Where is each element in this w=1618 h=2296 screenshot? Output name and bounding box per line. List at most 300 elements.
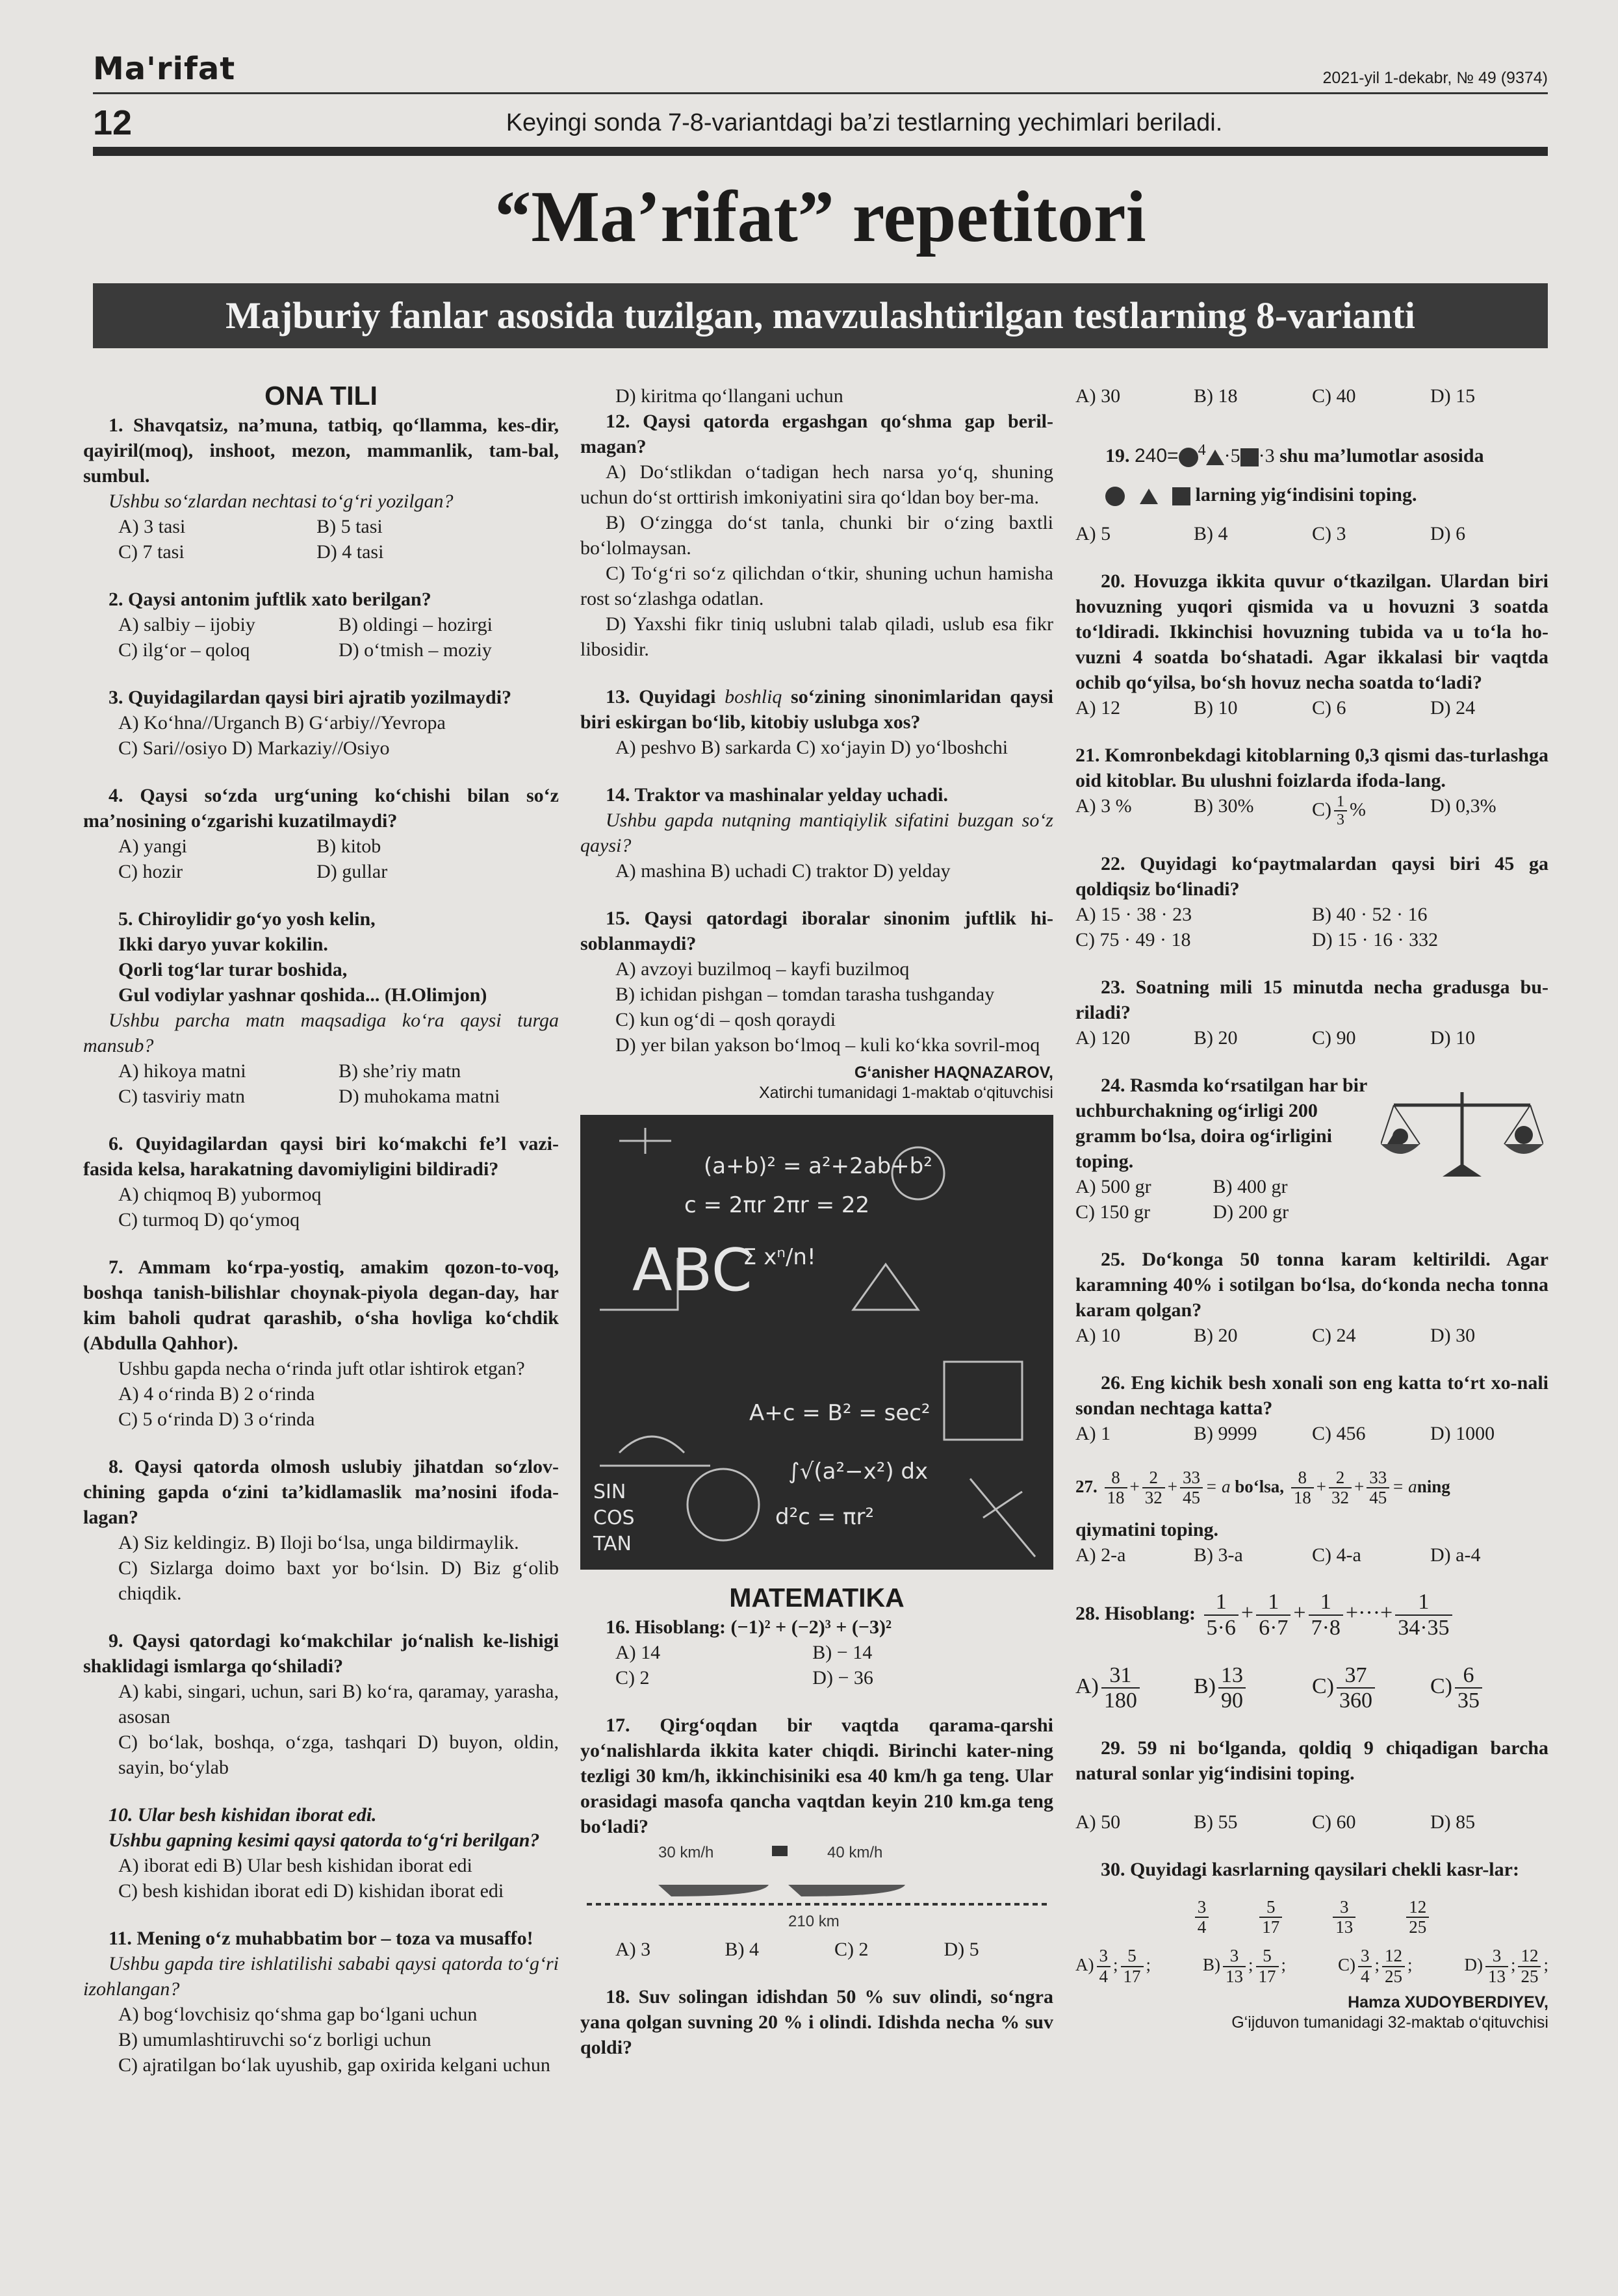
option-letter: C) (1430, 1674, 1452, 1699)
author-school: Xatirchi tumanidagi 1-maktab o‘qituvchisi (759, 1084, 1053, 1102)
denominator: 32 (1144, 1488, 1162, 1508)
ellipsis: +···+ (1345, 1601, 1393, 1626)
denominator: 45 (1369, 1488, 1387, 1508)
options-ab: A) Siz keldingiz. B) Iloji bo‘lsa, unga bildirmaylik. (118, 1532, 519, 1553)
option-a: A) 1 (1075, 1422, 1111, 1444)
option-d: D) 6 (1430, 523, 1466, 544)
question-15 (580, 906, 1053, 1058)
question-5 (83, 906, 559, 1109)
question-text: 29. 59 ni bo‘lganda, qoldiq 9 chiqadigan barcha natural sonlar yig‘indisini toping. (1075, 1737, 1548, 1784)
equals-a: = a (1392, 1476, 1417, 1496)
option-b: B) 4 (725, 1939, 759, 1960)
question-1 (83, 413, 559, 565)
denominator: 18 (1293, 1488, 1311, 1508)
question-22 (1075, 851, 1548, 952)
denominator: 25 (1409, 1917, 1427, 1937)
numerator: 8 (1291, 1468, 1314, 1489)
denominator: 5·6 (1206, 1615, 1236, 1640)
option-row (1075, 1946, 1548, 1986)
question-text: 11. Mening o‘z muhabbatim bor – toza va musaffo! (109, 1928, 533, 1949)
option-letter: B) (1194, 1674, 1216, 1699)
question-text: 30. Quyidagi kasrlarning qaysilari chekli kasr-lar: (1101, 1858, 1519, 1880)
question-text: shu ma’lumotlar asosida (1279, 445, 1484, 466)
option-row (580, 1640, 1053, 1665)
option-row (1075, 521, 1548, 546)
question-19 (1075, 431, 1548, 546)
distance-label: 210 km (788, 1913, 840, 1930)
option-d: D) 85 (1430, 1811, 1476, 1833)
question-text: 3. Quyidagilardan qaysi biri ajratib yozilmaydi? (109, 687, 512, 708)
denominator: 7·8 (1311, 1615, 1341, 1640)
numerator: 3 (1195, 1898, 1209, 1919)
question-instruction: Ushbu gapda tire ishlatilishi sababi qaysi qatorda to‘g‘ri izohlangan? (83, 1953, 559, 2000)
author-school: G‘ijduvon tumanidagi 32-maktab o‘qituvchisi (1231, 2013, 1548, 2032)
option-d: D) o‘tmish – moziy (339, 639, 492, 661)
denominator: 180 (1103, 1689, 1137, 1713)
poem-line: Ikki daryo yuvar kokilin. (118, 934, 328, 955)
option-c: C) ajratilgan bo‘lak uyushib, gap oxirida kelgani uchun (118, 2054, 550, 2076)
denominator: 3 (1337, 811, 1344, 829)
question-instruction: Ushbu gapning kesimi qaysi qatorda to‘g‘ri berilgan? (109, 1830, 540, 1851)
boat-icon-left (658, 1885, 769, 1896)
option-row (1075, 1199, 1381, 1225)
option-row (1075, 1809, 1548, 1835)
option-b: B) 400 gr (1213, 1175, 1288, 1197)
denominator: 90 (1221, 1689, 1243, 1713)
option-row (1075, 1174, 1381, 1199)
denominator: 35 (1457, 1689, 1480, 1713)
question-text: 23. Soatning mili 15 minutda necha gradusga bu-riladi? (1075, 976, 1548, 1023)
option-b: B) 5 tasi (316, 516, 383, 537)
issue-date: 2021-yil 1-dekabr, № 49 (9374) (1322, 69, 1548, 87)
question-text: 1. Shavqatsiz, na’muna, tatbiq, qo‘llamma, kes-dir, qayiril(moq), inshoot, mezon, mammanlik, tam-bal, sumbul. (83, 415, 559, 487)
options: A) peshvo B) sarkarda C) xo‘jayin D) yo‘lboshchi (615, 737, 1008, 758)
denominator: 34·35 (1398, 1615, 1450, 1640)
option-a: A) 120 (1075, 1027, 1131, 1049)
question-text: 22. Quyidagi ko‘paytmalardan qaysi biri 45 ga qoldiqsiz bo‘linadi? (1075, 852, 1548, 900)
question-7 (83, 1255, 559, 1432)
option-d: D) − 36 (812, 1667, 873, 1689)
question-2 (83, 587, 559, 663)
boat-icon-right (788, 1885, 905, 1896)
option-row (1075, 1323, 1548, 1348)
option-c: C) 3 (1312, 523, 1346, 544)
board-formula: A+c = B² = sec² (749, 1400, 931, 1426)
option-b: B) ichidan pishgan – tomdan tarasha tushganday (615, 984, 995, 1005)
options-ab: A) kabi, singari, uchun, sari B) ko‘ra, qaramay, yarasha, asosan (118, 1681, 559, 1728)
options-ab: A) iborat edi B) Ular besh kishidan iborat edi (118, 1855, 472, 1876)
circle-icon (1179, 448, 1198, 467)
numerator: 1 (1395, 1590, 1452, 1615)
denominator: 17 (1262, 1917, 1280, 1937)
options-cd: C) turmoq D) qo‘ymoq (118, 1209, 300, 1231)
option-b: B) 3-a (1194, 1544, 1243, 1566)
square-icon (1240, 448, 1259, 466)
numerator: 6 (1455, 1663, 1482, 1689)
question-text: 14. Traktor va mashinalar yelday uchadi. (606, 784, 949, 806)
question-text: 18. Suv solingan idishdan 50 % suv olindi, so‘ngra yana qolgan suvning 20 % i olindi. Idishda necha % suv qoldi? (580, 1986, 1053, 2058)
masthead-logo: Ma'rifat (93, 51, 236, 87)
option-row (1075, 793, 1548, 829)
question-17 (580, 1713, 1053, 1962)
board-integral: ∫√(a²−x²) dx (788, 1459, 929, 1485)
option-a: A) 3 tasi (118, 516, 186, 537)
option-c: C) 6 (1312, 697, 1346, 719)
option-c: C) 7 tasi (118, 541, 185, 563)
option-d: D) 200 gr (1213, 1201, 1289, 1223)
boats-diagram (580, 1839, 1053, 1930)
question-25 (1075, 1247, 1548, 1348)
option-b: B) 10 (1194, 697, 1238, 719)
poem-line: Gul vodiylar yashnar qoshida... (H.Olimjon) (118, 984, 487, 1006)
question-26 (1075, 1370, 1548, 1446)
numerator: 12 (1406, 1898, 1429, 1919)
option-c: C) 2 (834, 1939, 869, 1960)
question-14 (580, 782, 1053, 884)
question-text: 20. Hovuzga ikkita quvur o‘tkazilgan. Ulardan biri hovuzning yuqori qismida va u hovuzni 3 soatda to‘ldiradi. Ikkinchisi hovuzning tubida va u to‘la ho-vuzni 4 soatda bo‘shatadi. Agar ikkalasi bir vaqtda ochib qo‘yilsa, bo‘sh hovuz necha soatda to‘ladi? (1075, 570, 1548, 693)
option-b: B) 4 (1194, 523, 1228, 544)
option-a: A) 5 (1075, 523, 1111, 544)
board-formula: d²c = πr² (775, 1504, 875, 1530)
question-11 (83, 1926, 559, 2078)
denominator: 18 (1107, 1488, 1125, 1508)
option-d: D) yer bilan yakson bo‘lmoq – kuli ko‘kka sovril-moq (615, 1034, 1040, 1056)
question-4 (83, 783, 559, 884)
question-instruction: Ushbu gapda necha o‘rinda juft otlar ishtirok etgan? (118, 1358, 525, 1379)
option-d: D) a-4 (1430, 1544, 1481, 1566)
option-b: B) 9999 (1194, 1422, 1257, 1444)
option-c: C) 150 gr (1075, 1201, 1150, 1223)
numerator: 37 (1337, 1663, 1375, 1689)
option-a: A) 3 (615, 1939, 651, 1960)
board-trig: COS (593, 1507, 635, 1529)
option-c: C) $\frac{3}{4}$ ; $\frac{12}{25}$ ; (1337, 1946, 1413, 1986)
question-8 (83, 1454, 559, 1606)
options-ab: A) Ko‘hna//Urganch B) G‘arbiy//Yevropa (118, 712, 446, 733)
option-c: C) 2 (615, 1667, 650, 1689)
option-a: A) 50 (1075, 1811, 1121, 1833)
option-d: D) gullar (316, 861, 388, 882)
option-row (1075, 1663, 1548, 1713)
option-b: B) she’riy matn (339, 1060, 461, 1082)
option-c: C) 4-a (1312, 1544, 1361, 1566)
option-d: D) kiritma qo‘llangani uchun (615, 385, 843, 407)
option-d: D) 24 (1430, 697, 1476, 719)
author-name: G‘anisher HAQNAZAROV, (854, 1064, 1053, 1082)
column-1 (83, 383, 559, 2100)
numerator: 1 (1309, 1590, 1343, 1615)
option-letter: A) (1075, 1674, 1099, 1699)
denominator: 13 (1335, 1917, 1354, 1937)
option-a: A) Do‘stlikdan o‘tadigan hech narsa yo‘q, shuning uchun do‘st orttirish imkoniyatini sira qo‘ldan boy ber-ma. (580, 461, 1053, 508)
factor: ·3 (1258, 445, 1275, 466)
poem-line: Qorli tog‘lar turar boshida, (118, 959, 348, 980)
question-text: 15. Qaysi qatordagi iboralar sinonim juftlik hi-soblanmaydi? (580, 908, 1053, 954)
option-a: A) 15 · 38 · 23 (1075, 903, 1192, 925)
question-number: 19. (1105, 445, 1130, 466)
option-b: B) kitob (316, 835, 381, 857)
author-name: Hamza XUDOYBERDIYEV, (1348, 1993, 1548, 2012)
numerator: 3 (1333, 1898, 1355, 1919)
option-a: A) yangi (118, 835, 187, 857)
question-3 (83, 685, 559, 761)
denominator: 4 (1197, 1917, 1207, 1937)
question-text: 28. Hisoblang: (1075, 1603, 1196, 1625)
option-a: A) 10 (1075, 1324, 1121, 1346)
option-b: B) 18 (1194, 385, 1238, 407)
option-b: B) − 14 (812, 1642, 873, 1663)
option-row (83, 637, 559, 663)
header-thick-rule (93, 147, 1548, 156)
question-text: 12. Qaysi qatorda ergashgan qo‘shma gap beril-magan? (580, 411, 1053, 457)
question-instruction: Ushbu so‘zlardan nechtasi to‘g‘ri yozilgan? (109, 491, 454, 512)
equals-a: = a (1205, 1476, 1231, 1496)
option-b: B) 55 (1194, 1811, 1238, 1833)
denominator: 45 (1182, 1488, 1200, 1508)
numerator: 8 (1105, 1468, 1127, 1489)
question-text: 9. Qaysi qatordagi ko‘makchilar jo‘nalish ke-lishigi shaklidagi ismlarga qo‘shiladi? (83, 1630, 559, 1677)
question-text: so‘zining sinonimlaridan qaysi biri eskirgan bo‘lib, kitobiy uslubga xos? (580, 686, 1054, 733)
option-b: B) 20 (1194, 1324, 1238, 1346)
question-28: 28. Hisoblang: $\frac{1}{5\cdot 6}$ + $\frac{1}{6\cdot 7}$ + $\frac{1}{7\cdot 8}$ +···+ $\frac{1}{34\cdot 35}$ A) $\frac{31}{180}$ B) $\frac{13}{90}$ C) $\frac{37}{360}$ C) $\frac{6}{35}$ (1075, 1590, 1548, 1713)
option-d: D) 30 (1430, 1324, 1476, 1346)
option-a: A) 2-a (1075, 1544, 1126, 1566)
option-row (580, 1937, 1053, 1962)
option-c (1312, 1663, 1430, 1713)
options-cd: C) Sizlarga doimo baxt yor bo‘lsin. D) Biz g‘olib chiqdik. (118, 1557, 559, 1604)
option-d: D) 1000 (1430, 1422, 1495, 1444)
question-text: 8. Qaysi qatorda olmosh uslubiy jihatdan so‘zlov-chining gapda o‘zini ta’kidlamaslik ma’nosini ifoda-lagan? (83, 1456, 559, 1528)
balance-scale-icon (1381, 1073, 1543, 1190)
circle-icon (1105, 487, 1125, 506)
option-d: D) 15 (1430, 385, 1476, 407)
question-number: 27. (1075, 1476, 1098, 1496)
option-b: B) oldingi – hozirgi (339, 614, 493, 635)
option-row (580, 1665, 1053, 1690)
options-ab: A) chiqmoq B) yubormoq (118, 1184, 322, 1205)
question-6 (83, 1131, 559, 1232)
question-instruction: Ushbu parcha matn maqsadiga ko‘ra qaysi turga mansub? (83, 1010, 559, 1056)
question-12 (580, 409, 1053, 662)
variant-banner: Majburiy fanlar asosida tuzilgan, mavzulashtirilgan testlarning 8-varianti (93, 283, 1548, 348)
options-cd: C) besh kishidan iborat edi D) kishidan iborat edi (118, 1880, 504, 1902)
option-c: C) 90 (1312, 1027, 1356, 1049)
question-16 (580, 1614, 1053, 1690)
fraction-list (1075, 1898, 1548, 1937)
option-a: A) 12 (1075, 697, 1121, 719)
question-text: 10. Ular besh kishidan iborat edi. (109, 1804, 377, 1826)
option-c: C) hozir (118, 861, 183, 882)
exponent: 4 (1198, 442, 1206, 459)
triangle-icon (1206, 450, 1224, 465)
question-30 (1075, 1857, 1548, 1987)
option-row (83, 834, 559, 859)
triangle-icon (1140, 489, 1158, 504)
option-a: A) 3 % (1075, 795, 1132, 817)
question-18-options (1075, 383, 1548, 409)
header-rule (93, 92, 1548, 94)
question-text: 16. Hisoblang: (−1)² + (−2)³ + (−3)² (606, 1616, 892, 1638)
option-c: C) kun og‘di – qosh qoraydi (615, 1009, 836, 1030)
numerator: 5 (1259, 1898, 1282, 1919)
option-a: A) salbiy – ijobiy (118, 614, 255, 635)
page-title: “Ma’rifat” repetitori (494, 177, 1146, 257)
factor: ·5 (1224, 445, 1240, 466)
denominator: 360 (1339, 1689, 1372, 1713)
options-cd: C) 5 o‘rinda D) 3 o‘rinda (118, 1409, 315, 1430)
question-text: 26. Eng kichik besh xonali son eng katta to‘rt xo-nali sondan nechtaga katta? (1075, 1371, 1548, 1419)
option-c: C) 456 (1312, 1422, 1366, 1444)
option-b: B) 20 (1194, 1027, 1238, 1049)
question-text: 6. Quyidagilardan qaysi biri ko‘makchi fe’l vazi-fasida kelsa, harakatning davomiyligini bildiradi? (83, 1133, 559, 1180)
speed-label-2: 40 km/h (827, 1844, 883, 1861)
option-a (1075, 1663, 1194, 1713)
option-a: A) 14 (615, 1642, 661, 1663)
denominator: 32 (1331, 1488, 1349, 1508)
keyword: boshliq (725, 686, 782, 708)
speed-label-1: 30 km/h (658, 1844, 714, 1861)
question-18 (580, 1984, 1053, 2060)
question-9 (83, 1628, 559, 1780)
question-text: larning yig‘indisini toping. (1195, 484, 1417, 505)
question-text: ning (1417, 1476, 1450, 1496)
section-heading-matematika: MATEMATIKA (729, 1583, 905, 1613)
option-a: A) 500 gr (1075, 1175, 1151, 1197)
option-row (83, 612, 559, 637)
option-c: C) 24 (1312, 1324, 1356, 1346)
page-number: 12 (93, 103, 133, 142)
option-d: D) 4 tasi (316, 541, 384, 563)
option-a: A) bog‘lovchisiz qo‘shma gap bo‘lgani uchun (118, 2004, 478, 2025)
option-letter: C) (1312, 798, 1331, 821)
option-a: A) $\frac{3}{4}$ ; $\frac{5}{17}$ ; (1075, 1946, 1151, 1986)
board-formula: Σ xⁿ/n! (743, 1244, 816, 1270)
option-c: C) 60 (1312, 1811, 1356, 1833)
next-issue-notice: Keyingi sonda 7-8-variantdagi ba’zi testlarning yechimlari beriladi. (506, 109, 1223, 136)
option-row (1075, 1542, 1548, 1568)
board-abc: ABC (632, 1236, 752, 1305)
option-c: C) tasviriy matn (118, 1086, 245, 1107)
numerator: 31 (1101, 1663, 1140, 1689)
numerator: 33 (1180, 1468, 1203, 1489)
options: A) mashina B) uchadi C) traktor D) yelday (615, 860, 951, 882)
option-row (83, 514, 559, 539)
option-d: D) 0,3% (1430, 795, 1496, 817)
option-b (1194, 1663, 1312, 1713)
option-c: C) To‘g‘ri so‘z qilichdan o‘tkir, shuning uchun hamisha rost so‘zlashga odatlan. (580, 563, 1053, 609)
options-ab: A) 4 o‘rinda B) 2 o‘rinda (118, 1383, 315, 1405)
flag-icon (772, 1846, 788, 1856)
option-d: D) 10 (1430, 1027, 1476, 1049)
square-icon (1172, 487, 1190, 505)
options-cd: C) Sari//osiyo D) Markaziy//Osiyo (118, 737, 390, 759)
numerator: 33 (1367, 1468, 1389, 1489)
option-row (83, 1058, 559, 1084)
option-letter: C) (1312, 1674, 1334, 1699)
numerator: 1 (1256, 1590, 1291, 1615)
question-text: 7. Ammam ko‘rpa-yostiq, amakim qozon-to-voq, boshqa tanish-bilishlar choynak-piyola degan-day, har kim baholi qudrat qarashib, o‘sha hovliga ko‘chdik (Abdulla Qahhor). (83, 1256, 559, 1354)
option-d: D) 5 (944, 1939, 979, 1960)
board-trig: SIN (593, 1481, 626, 1503)
board-formula: c = 2πr 2πr = 22 (684, 1192, 870, 1218)
question-29 (1075, 1735, 1548, 1835)
question-instruction: Ushbu gapda nutqning mantiqiylik sifatini buzgan so‘z qaysi? (580, 810, 1053, 856)
option-c (1312, 793, 1430, 829)
question-13 (580, 684, 1053, 760)
question-text: 4. Qaysi so‘zda urg‘uning ko‘chishi bilan so‘z ma’nosining o‘zgarishi kuzatilmaydi? (83, 785, 559, 832)
poem-line: 5. Chiroylidir go‘yo yosh kelin, (118, 908, 376, 930)
options-cd: C) bo‘lak, boshqa, o‘zga, tashqari D) buyon, oldin, sayin, bo‘ylab (118, 1731, 559, 1778)
option-row (1075, 902, 1548, 927)
question-text: 21. Komronbekdagi kitoblarning 0,3 qismi das-turlashga oid kitoblar. Bu ulushni foizlarda ifoda-lang. (1075, 745, 1548, 791)
question-text: qiymatini toping. (1075, 1519, 1219, 1541)
option-d: D) $\frac{3}{13}$ ; $\frac{12}{25}$ ; (1464, 1946, 1548, 1986)
option-row (1075, 1025, 1548, 1051)
option-d (1430, 1663, 1548, 1713)
option-row (83, 539, 559, 565)
option-row (1075, 383, 1548, 409)
column-2 (580, 383, 1053, 2082)
option-b: B) umumlashtiruvchi so‘z borligi uchun (118, 2029, 431, 2050)
equation-lhs: 240= (1135, 445, 1179, 466)
option-b: B) 40 · 52 · 16 (1312, 903, 1428, 925)
question-21 (1075, 743, 1548, 829)
option-d: D) 15 · 16 · 332 (1312, 928, 1439, 950)
question-text: 17. Qirg‘oqdan bir vaqtda qarama-qarshi yo‘nalishlarda ikkita kater chiqdi. Birinchi kater-ning tezligi 30 km/h, ikkinchisiniki esa 40 km/h ga teng. Ular orasidagi masofa qancha vaqtdan keyin 210 km.ga teng bo‘ladi? (580, 1715, 1053, 1837)
question-text: 2. Qaysi antonim juftlik xato berilgan? (109, 589, 431, 610)
question-11-continued (580, 383, 1053, 409)
question-23 (1075, 975, 1548, 1051)
option-c: C) 75 · 49 · 18 (1075, 928, 1191, 950)
section-heading-ona-tili: ONA TILI (264, 381, 378, 411)
option-d: D) Yaxshi fikr tiniq uslubni talab qiladi, uslub esa fikr libosidir. (580, 613, 1053, 660)
numerator: 13 (1218, 1663, 1246, 1689)
question-text: 24. Rasmda ko‘rsatilgan har bir uchburchakning og‘irligi 200 gramm bo‘lsa, doira og‘irligini toping. (1075, 1074, 1367, 1172)
option-a: A) 30 (1075, 385, 1121, 407)
column-3 (1075, 383, 1548, 2033)
question-24 (1075, 1073, 1548, 1225)
question-text: 25. Do‘konga 50 tonna karam keltirildi. Agar karamning 40% i sotilgan bo‘lsa, do‘konda necha tonna karam qolgan? (1075, 1248, 1548, 1321)
numerator: 2 (1142, 1468, 1165, 1489)
question-text: 13. Quyidagi (606, 686, 725, 708)
option-b: B) $\frac{3}{13}$ ; $\frac{5}{17}$ ; (1202, 1946, 1287, 1986)
option-row (1075, 695, 1548, 721)
board-trig: TAN (593, 1533, 632, 1555)
board-formula: (a+b)² = a²+2ab+b² (704, 1153, 932, 1179)
chalkboard-math-photo (580, 1115, 1053, 1570)
option-row (83, 1084, 559, 1109)
option-d: D) muhokama matni (339, 1086, 500, 1107)
option-row (1075, 1421, 1548, 1446)
option-c: C) ilg‘or – qoloq (118, 639, 250, 661)
numerator: 2 (1329, 1468, 1352, 1489)
percent-sign: % (1350, 798, 1366, 821)
option-b: B) 30% (1194, 795, 1254, 817)
question-20 (1075, 568, 1548, 721)
option-a: A) avzoyi buzilmoq – kayfi buzilmoq (615, 958, 910, 980)
option-a: A) hikoya matni (118, 1060, 246, 1082)
option-row (83, 859, 559, 884)
question-text: bo‘lsa, (1235, 1476, 1284, 1496)
numerator: 1 (1334, 793, 1347, 811)
denominator: 6·7 (1259, 1615, 1289, 1640)
option-b: B) O‘zingga do‘st tanla, chunki bir o‘zing baxtli bo‘lolmaysan. (580, 512, 1053, 559)
question-27: 27. $\frac{8}{18}$ + $\frac{2}{32}$ + $\frac{33}{45}$ = a bo‘lsa, $\frac{8}{18}$ + $\frac{2}{32}$ + $\frac{33}{45}$ = aning qiymatini toping. A) 2-a B) 3-a C) 4-a D) a-4 (1075, 1468, 1548, 1568)
option-c: C) 40 (1312, 385, 1356, 407)
numerator: 1 (1204, 1590, 1239, 1615)
question-10 (83, 1802, 559, 1904)
option-row (1075, 927, 1548, 952)
